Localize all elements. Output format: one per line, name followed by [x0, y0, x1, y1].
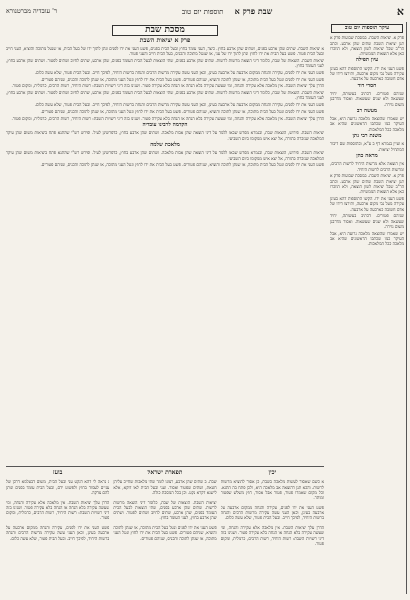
running-title-sub: תוספות יום טוב: [181, 8, 224, 16]
commentary-para-repeat-2: פשט העני את ידו לפנים, עקירה והנחה ממקום ארבעה על ארבעה בעינן, וכאן העני עשה עקירה מרשות הרבים והנחה ברשות היחיד, לפיכך חייב. ובעל הבית פטור, שלא עשה כלום.: [34, 102, 324, 108]
lower-commentaries: [6, 470, 324, 596]
tiferet-yisrael-text-3: פשט העני את ידו לפנים ונטל בעל הבית מתוכה, או שנתן לתוכה והוציא, שניהם פטורים. פשט בעל הבית את ידו לחוץ ונטל העני מתוכה, או שנתן לתוכה והכניס, שניהם פטורים.: [113, 524, 217, 541]
commentary-para-2: פשט העני את ידו לפנים, עקירה והנחה ממקום ארבעה על ארבעה בעינן, וכאן העני עשה עקירה מרשות הרבים והנחה ברשות היחיד, לפיכך חייב. ובעל הבית פטור, שלא עשה כלום.: [34, 69, 324, 75]
main-column: [6, 22, 324, 462]
side-text-3: שניהם פטורים. דכתיב בעשותה, יחיד שעשאה ולא שנים שעשאוה. ואסור מדרבנן משום גזירה.: [330, 90, 404, 107]
side-text-4: יש שאמרו שהוצאה מלאכה גרועה היא, אבל העיקר כמו שכתבו הראשונים שהיא אב מלאכה ככל המלאכות.: [330, 116, 404, 132]
mishnah-text: א יציאות השבת. שתים שהן ארבע בפנים, ושתים שהן ארבע בחוץ. כיצד, העני עומד בחוץ ובעל הבית בפנים, פשט העני את ידו לפנים ונתן לתוך ידו של בעל הבית, או שנטל מתוכה והוציא, העני חייב ובעל הבית פטור. פשט בעל הבית את ידו לחוץ ונתן לתוך ידו של עני, או שנטל מתוכה והכניס, בעל הבית חייב והעני פטור.: [6, 45, 324, 56]
side-column: [330, 22, 407, 594]
side-text-repeat-4: יש שאמרו שהוצאה מלאכה גרועה היא, אבל העיקר כמו שכתבו הראשונים שהיא אב מלאכה ככל המלאכות.: [330, 230, 404, 247]
column-divider: [6, 466, 324, 467]
side-text-repeat-1: פרק א. יציאות השבת. במסכת שבועות פרק א תנן יציאות השבת שתים שהן ארבע. וכתב הר"ב שכל יציאות לשון הוצאה, ולא הוזכרו כאן אלא הוצאות הממשיות.: [330, 173, 404, 195]
boaz-text-2: הדרן עלך יציאות השבת. אין מלאכה אלא עקירה והנחה, ומי שעשה עקירה בלא הנחה או הנחה בלא עקירה פטור. ושנינו בזה דיני רשויות השבת: רשות היחיד, רשות הרבים, כרמלית, ומקום פטור.: [6, 499, 110, 521]
side-text-6: אין הוצאה אלא מרשות היחיד לרשות הרבים, ומרשות הרבים לרשות היחיד.: [330, 161, 404, 172]
tiferet-yisrael-text-2: יציאות השבת. הוצאות של שבת, כלומר דיני הוצאה מרשות לרשות. שתים שהן ארבע בפנים, שתי הוצאות לבעל הבית העומד בפנים, שהן ארבע, שתים לחיוב ושתים לפטור. ושתים שהן ארבע בחוץ, לעני העומד בחוץ.: [113, 499, 217, 521]
yachin-text-2: פשט העני את ידו לפנים, עקירה והנחה ממקום ארבעה על ארבעה בעינן, וכאן העני עשה עקירה מרשות הרבים והנחה ברשות היחיד, לפיכך חייב. ובעל הבית פטור, שלא עשה כלום.: [220, 504, 324, 521]
boaz-column: [6, 470, 109, 596]
yachin-text: א כשם שאסור לעשות מלאכה בשבת, כן אסור להוציא מרשות לרשות. והכא תנן דהוצאה אב מלאכה היא, ולכן פתח בה התנא. וכל מקום שאמרו פטור, פטור אבל אסור, חוץ משלש שפטור ומותר.: [220, 479, 324, 501]
commentary-para-3: פשט העני את ידו לפנים ונטל בעל הבית מתוכה, או שנתן לתוכה והוציא, שניהם פטורים. פשט בעל הבית את ידו לחוץ ונטל העני מתוכה, או שנתן לתוכה והכניס, שניהם פטורים.: [40, 76, 324, 82]
side-text-2: פשט העני את ידו. הקשו התוספות דהא בעינן עקירה מעל גבי מקום ארבעה, ותירצו דידו של אדם חשובה כארבעה על ארבעה.: [330, 65, 404, 82]
commentary-para-repeat-1: יציאות השבת. הוצאות של שבת, כלומר דיני הוצאה מרשות לרשות. שתים שהן ארבע בפנים, שתי הוצאות לבעל הבית העומד בפנים, שהן ארבע, שתים לחיוב ושתים לפטור. ושתים שהן ארבע בחוץ, לעני העומד בחוץ.: [6, 90, 324, 101]
side-text-repeat-3: שניהם פטורים. דכתיב בעשותה, יחיד שעשאה ולא שנים שעשאוה. ואסור מדרבנן משום גזירה.: [330, 213, 404, 229]
boaz-title: בועז: [52, 470, 63, 476]
folio-number: א: [396, 4, 404, 18]
chapter-heading: פרק א יציאות השבת: [139, 37, 191, 45]
section-heading-melechet-shlomo: מלאכת שלמה: [150, 142, 180, 149]
yachin-title: יכין: [268, 470, 277, 476]
section-heading-intro: הקדמה לרבינו עובדיה: [142, 122, 188, 129]
tractate-title: מסכת שבת: [112, 25, 218, 36]
side-title-4: מעשה רב: [356, 107, 378, 114]
side-title-5: משנת רבי נתן: [352, 133, 382, 140]
melechet-shlomo-text: יציאות השבת. פירוש, הוצאות שבת, ובגמרא מפרש שבאו ללמד על דיני הוצאה שהן אבות מלאכה. ושתים שהן ארבע בחוץ, כדפרשינן לעיל. ופירש רש"י שהתנא פתח ביציאות משום שהן עיקר המלאכה שנזכרה בתורה, אל יצא איש ממקומו ביום השביעי.: [6, 150, 324, 161]
side-text-repeat-2: פשט העני את ידו. הקשו התוספות דהא בעינן עקירה מעל גבי מקום ארבעה, ותירצו דידו של אדם חשובה כארבעה על ארבעה.: [330, 196, 404, 212]
yachin-column: [221, 470, 324, 596]
running-title-left: ר' עובדיה מברטנורא: [6, 7, 58, 15]
boaz-text: ג נראה לי דהא דנקט עני ובעל הבית, משום דבעלמא דרכן של עניים לעמוד בחוץ ולפשוט ידם, ובעל הבית עומד בפנים ונותן להם צדקה.: [6, 479, 110, 496]
commentary-para-1: יציאות השבת. הוצאות של שבת, כלומר דיני הוצאה מרשות לרשות. שתים שהן ארבע בפנים, שתי הוצאות לבעל הבית העומד בפנים, שהן ארבע, שתים לחיוב ושתים לפטור. ושתים שהן ארבע בחוץ, לעני העומד בחוץ.: [6, 57, 324, 68]
running-title: [57, 6, 397, 16]
side-title-3: חסדי דוד: [357, 82, 377, 89]
page-header: [6, 4, 404, 18]
side-text-5: א ועיין בגמרא דף ב ע"א, ובתוספות שם דיבור המתחיל יציאות.: [330, 141, 404, 152]
melechet-shlomo-text-2: פשט העני את ידו לפנים ונטל בעל הבית מתוכה, או שנתן לתוכה והוציא, שניהם פטורים. פשט בעל הבית את ידו לחוץ ונטל העני מתוכה, או שנתן לתוכה והכניס, שניהם פטורים.: [40, 162, 324, 168]
side-title-6: מראה כהן: [356, 152, 378, 159]
boaz-text-3: פשט העני את ידו לפנים, עקירה והנחה ממקום ארבעה על ארבעה בעינן, וכאן העני עשה עקירה מרשות הרבים והנחה ברשות היחיד, לפיכך חייב. ובעל הבית פטור, שלא עשה כלום.: [6, 524, 110, 541]
tiferet-yisrael-title: תפארת ישראל: [147, 470, 183, 476]
intro-text: יציאות השבת. פירוש, הוצאות שבת, ובגמרא מפרש שבאו ללמד על דיני הוצאה שהן אבות מלאכה. ושתים שהן ארבע בחוץ, כדפרשינן לעיל. ופירש רש"י שהתנא פתח ביציאות משום שהן עיקר המלאכה שנזכרה בתורה, אל יצא איש ממקומו ביום השביעי.: [6, 130, 324, 141]
tiferet-yisrael-column: [113, 470, 216, 596]
commentary-para-repeat-3: פשט העני את ידו לפנים ונטל בעל הבית מתוכה, או שנתן לתוכה והוציא, שניהם פטורים. פשט בעל הבית את ידו לחוץ ונטל העני מתוכה, או שנתן לתוכה והכניס, שניהם פטורים.: [40, 109, 324, 115]
side-text-1: פרק א. יציאות השבת. במסכת שבועות פרק א תנן יציאות השבת שתים שהן ארבע. וכתב הר"ב שכל יציאות לשון הוצאה, ולא הוזכרו כאן אלא הוצאות הממשיות.: [330, 35, 404, 57]
side-title-2: עיון תפילה: [355, 57, 379, 64]
side-title-1: עיקר תוספות יום טוב: [331, 24, 403, 33]
tiferet-yisrael-text: שבת. ב שתים שהן ארבע, רצונו לומר שתי מלאכות שחייב עליהן חטאת, ושתים שפטור ואסור. ועני ובעל הבית לאו דוקא, אלא לישנא דקרא נקט. וכן בכל המסכת כולה.: [113, 479, 217, 496]
commentary-para-4: הדרן עלך יציאות השבת. אין מלאכה אלא עקירה והנחה, ומי שעשה עקירה בלא הנחה או הנחה בלא עקירה פטור. ושנינו בזה דיני רשויות השבת: רשות היחיד, רשות הרבים, כרמלית, ומקום פטור.: [11, 83, 324, 89]
commentary-para-repeat-4: הדרן עלך יציאות השבת. אין מלאכה אלא עקירה והנחה, ומי שעשה עקירה בלא הנחה או הנחה בלא עקירה פטור. ושנינו בזה דיני רשויות השבת: רשות היחיד, רשות הרבים, כרמלית, ומקום פטור.: [11, 115, 324, 121]
running-title-main: שבת פרק א: [234, 6, 273, 16]
yachin-text-3: הדרן עלך יציאות השבת. אין מלאכה אלא עקירה והנחה, ומי שעשה עקירה בלא הנחה או הנחה בלא עקירה פטור. ושנינו בזה דיני רשויות השבת: רשות היחיד, רשות הרבים, כרמלית, ומקום פטור.: [220, 524, 324, 546]
